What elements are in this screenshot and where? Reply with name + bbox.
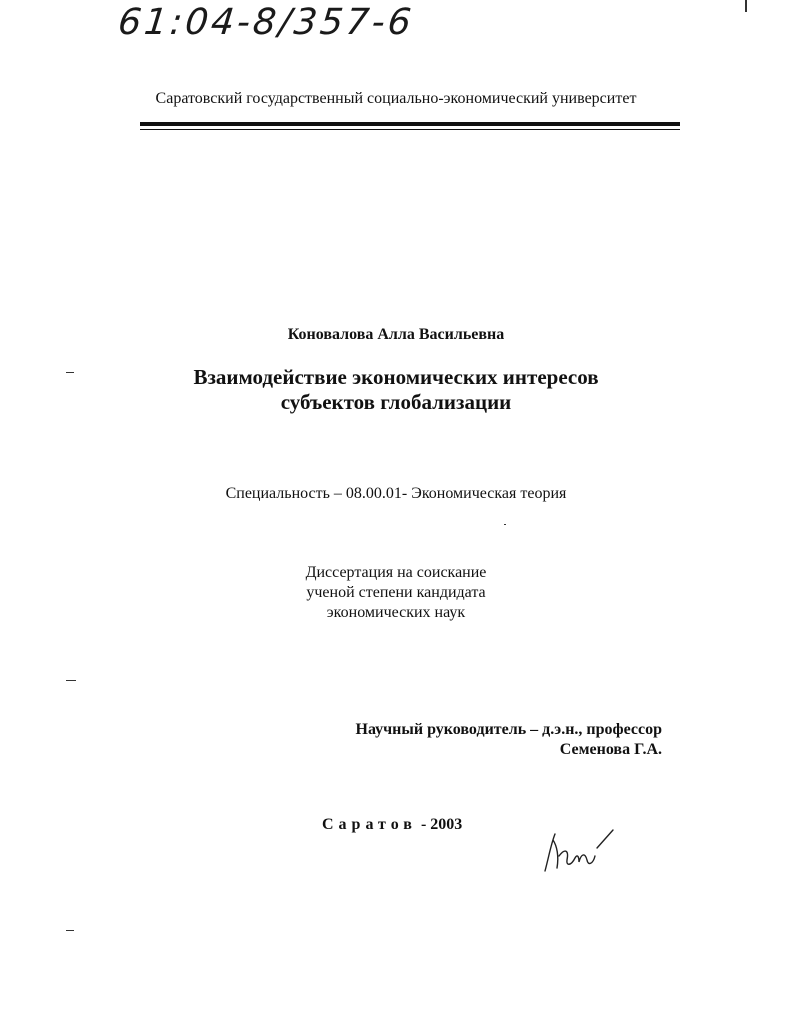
corner-mark xyxy=(745,0,751,12)
margin-mark-2 xyxy=(66,680,76,681)
handwritten-signature xyxy=(535,826,625,876)
year: 2003 xyxy=(430,816,463,833)
degree-statement xyxy=(0,563,792,623)
header-rule-thin xyxy=(140,129,680,130)
scientific-advisor xyxy=(356,720,662,760)
city-year xyxy=(322,816,462,834)
margin-mark-3 xyxy=(66,930,74,931)
title-line-2: субъектов глобализации xyxy=(280,390,512,414)
author-name: Коновалова Алла Васильевна xyxy=(287,326,505,343)
advisor-title: Научный руководитель – д.э.н., профессор xyxy=(355,721,662,738)
catalog-number: 61:04-8/357-6 xyxy=(116,2,416,43)
margin-mark-4 xyxy=(504,524,506,525)
university-name: Саратовский государственный социально-экономический университет xyxy=(155,90,637,107)
header-rule-thick xyxy=(140,122,680,126)
specialty: Специальность – 08.00.01- Экономическая теория xyxy=(225,485,567,502)
advisor-name: Семенова Г.А. xyxy=(559,741,662,758)
dissertation-title xyxy=(0,365,792,415)
city: Саратов xyxy=(322,816,417,833)
city-year-separator: - xyxy=(416,816,431,833)
degree-line-2: ученой степени кандидата xyxy=(306,584,486,601)
margin-mark-1 xyxy=(66,372,74,373)
degree-line-1: Диссертация на соискание xyxy=(305,564,487,581)
title-line-1: Взаимодействие экономических интересов xyxy=(193,365,599,389)
degree-line-3: экономических наук xyxy=(326,604,466,621)
